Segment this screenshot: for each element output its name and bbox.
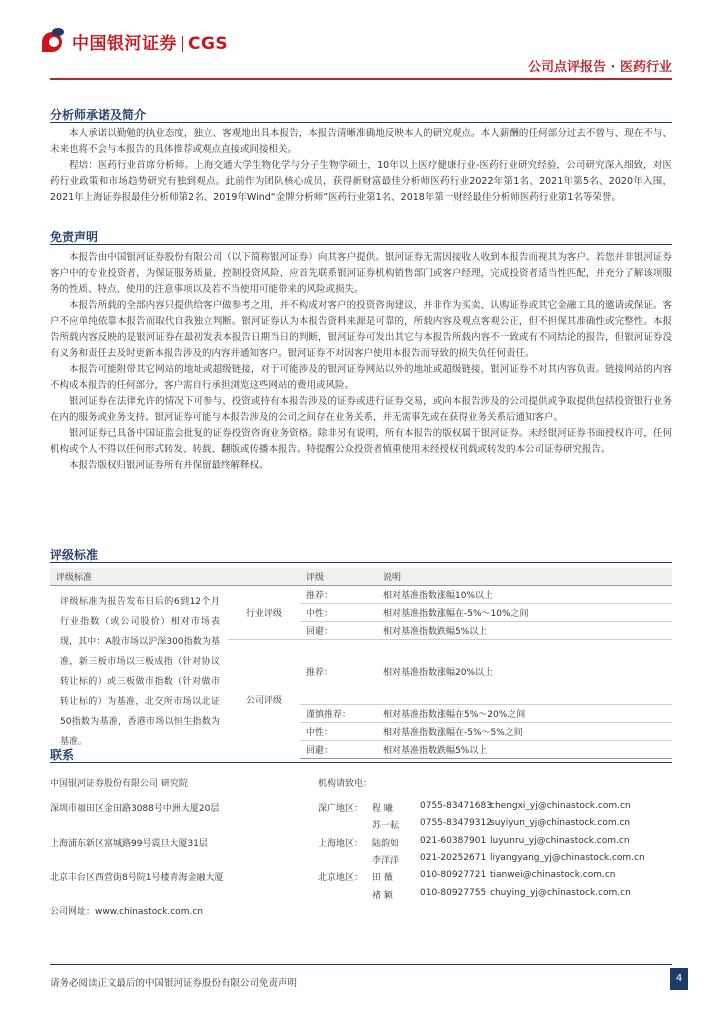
- report-type: 公司点评报告 · 医药行业: [528, 60, 672, 75]
- rating-level: 中性：: [300, 722, 377, 740]
- rating-description: 相对基准指数涨幅在-5%～10%之间: [377, 604, 672, 622]
- disclaimer-section-divider: [50, 244, 672, 245]
- contact-email[interactable]: chuying_yj@chinastock.com.cn: [490, 888, 631, 898]
- rating-level: 推荐：: [300, 640, 377, 705]
- contact-name: 田 薇: [372, 873, 393, 883]
- analyst-section-divider: [50, 122, 672, 123]
- analyst-section: [50, 126, 672, 206]
- header-description: 说明: [377, 568, 672, 586]
- header-divider: [50, 78, 672, 80]
- contact-phone: 010-80927755: [420, 888, 487, 898]
- rating-description: 相对基准指数涨幅在5%～20%之间: [377, 704, 672, 722]
- contact-phone: 0755-83471683: [420, 801, 492, 811]
- footer-disclaimer-note: 请务必阅读正文最后的中国银河证券股份有限公司免责声明: [50, 978, 298, 989]
- table-row: [50, 586, 672, 604]
- rating-description: 相对基准指数涨幅10%以上: [383, 591, 494, 601]
- address-beijing: 北京丰台区西营街8号院1号楼青海金融大厦: [50, 873, 224, 883]
- header-standard: 评级标准: [50, 568, 228, 586]
- header-level: 评级: [300, 568, 377, 586]
- rating-table-header: [50, 568, 672, 586]
- rating-level: 回避：: [300, 740, 377, 758]
- rating-level: 中性：: [300, 604, 377, 622]
- rating-description: 相对基准指数跌幅5%以上: [377, 622, 672, 640]
- contact-email[interactable]: chengxi_yj@chinastock.com.cn: [490, 801, 631, 811]
- brand-name-en: CGS: [188, 33, 229, 54]
- contact-name: 陆韵如: [372, 839, 400, 849]
- industry-rating-label: 行业评级: [245, 609, 282, 619]
- company-name: 中国银河证券股份有限公司 研究院: [50, 779, 188, 789]
- contact-email[interactable]: liyangyang_yj@chinastock.com.cn: [490, 853, 645, 863]
- disclaimer-paragraph: 本报告所载的全部内容只提供给客户做参考之用，并不构成对客户的投资咨询建议，并非作为买卖、认购证券或其它金融工具的邀请或保证。客户不应单纯依靠本报告而取代自我独立判断。银河证券认为本报告资料来源是可靠的，所载内容及观点客观公正，但不担保其准确性或完整性。本报告所载内容反映的是银河证券在最初发表本报告日期当日的判断，银河证券可发出其它与本报告所载内容不一致或有不同结论的报告，但银河证券没有义务和责任去及时更新本报告涉及的内容并通知客户。银河证券不对因客户使用本报告而导致的损失负任何责任。: [50, 300, 672, 359]
- contact-name: 李洋洋: [372, 856, 400, 866]
- address-shenzhen: 深圳市福田区金田路3088号中洲大厦20层: [50, 804, 220, 814]
- disclaimer-section: [50, 250, 672, 474]
- disclaimer-paragraph: 本报告由中国银河证券股份有限公司（以下简称银河证券）向其客户提供。银河证券无需因接收人收到本报告而视其为客户。若您并非银河证券客户中的专业投资者，为保证服务质量、控制投资风险、应首先联系银河证券机构销售部门或客户经理，完成投资者适当性匹配，并充分了解该项服务的性质、特点、使用的注意事项以及若不当使用可能带来的风险或损失。: [50, 252, 672, 295]
- company-rating-label: 公司评级: [228, 640, 300, 759]
- rating-level: 回避：: [300, 622, 377, 640]
- rating-level: 推荐：: [306, 591, 334, 601]
- disclaimer-section-title: 免责声明: [50, 230, 99, 244]
- analyst-commitment: 本人承诺以勤勉的执业态度，独立、客观地出具本报告，本报告清晰准确地反映本人的研究观点。本人薪酬的任何部分过去不曾与、现在不与、未来也将不会与本报告的具体推荐或观点直接或间接相关。: [50, 128, 672, 155]
- analyst-section-title: 分析师承诺及简介: [50, 108, 147, 122]
- brand-logo: [40, 28, 228, 54]
- analyst-bio: 程培：医药行业首席分析师。上海交通大学生物化学与分子生物学硕士，10年以上医疗健康行业-医药行业研究经验，公司研究深入细致，对医药行业政策和市场趋势研究有独到观点。此前作为团队核心成员，获得新财富最佳分析师医药行业2022年第1名、2021年第5名、2020年入围，2021年上海证券报最佳分析师第2名、2019年Wind“金牌分析师”医药行业第1名、2018年第一财经最佳分析师医药行业第1名等荣誉。: [50, 160, 672, 203]
- rating-description: 相对基准指数跌幅5%以上: [377, 740, 672, 758]
- contact-email[interactable]: tianwei@chinastock.com.cn: [490, 870, 616, 880]
- footer-divider: [50, 964, 672, 965]
- contact-email[interactable]: suyiyun_yj@chinastock.com.cn: [490, 818, 631, 828]
- rating-section-title: 评级标准: [50, 548, 99, 562]
- contact-phone: 0755-83479312: [420, 818, 492, 828]
- region-shanghai: 上海地区：: [318, 839, 364, 849]
- disclaimer-paragraph: 本报告可能附带其它网站的地址或超级链接，对于可能涉及的银河证券网站以外的地址或超级链接，银河证券不对其内容负责。链接网站的内容不构成本报告的任何部分，客户需自行承担浏览这些网站的费用或风险。: [50, 364, 672, 391]
- contact-phone: 021-20252671: [420, 853, 487, 863]
- galaxy-logo-icon: [40, 28, 66, 54]
- contact-name: 苏一耘: [372, 821, 400, 831]
- rating-table: [50, 568, 672, 759]
- company-website[interactable]: 公司网址：www.chinastock.com.cn: [50, 907, 203, 917]
- rating-section-divider: [50, 562, 672, 563]
- disclaimer-paragraph: 银河证券已具备中国证监会批复的证券投资咨询业务资格。除非另有说明，所有本报告的版权属于银河证券。未经银河证券书面授权许可，任何机构或个人不得以任何形式转发、转载、翻版或传播本报告。特提醒公众投资者慎重使用未经授权刊载或转发的本公司证券研究报告。: [50, 428, 672, 455]
- disclaimer-paragraph: 本报告版权归银河证券所有并保留最终解释权。: [69, 460, 269, 471]
- disclaimer-paragraph: 银河证券在法律允许的情况下可参与、投资或持有本报告涉及的证券或进行证券交易，或向本报告涉及的公司提供或争取提供包括投资银行业务在内的服务或业务支持。银河证券可能与本报告涉及的公司之间存在业务关系，并无需事先或在获得业务关系后通知客户。: [50, 396, 672, 423]
- rating-level: 谨慎推荐：: [300, 704, 377, 722]
- brand-name-cn: 中国银河证券: [72, 33, 177, 54]
- region-beijing: 北京地区：: [318, 873, 364, 883]
- institution-label: 机构请致电：: [318, 779, 373, 789]
- contact-section-divider: [50, 762, 672, 763]
- region-shenzhen-guangzhou: 深广地区：: [318, 804, 364, 814]
- contact-email[interactable]: luyunru_yj@chinastock.com.cn: [490, 836, 630, 846]
- contact-phone: 021-60387901: [420, 836, 487, 846]
- contact-name: 程 曦: [372, 804, 393, 814]
- rating-description: 相对基准指数涨幅20%以上: [377, 640, 672, 705]
- contact-phone: 010-80927721: [420, 870, 487, 880]
- page-number: 4: [670, 968, 688, 990]
- contact-section-title: 联系: [50, 748, 75, 762]
- rating-standard-text: 评级标准为报告发布日后的6到12个月行业指数（或公司股价）相对市场表现，其中：A股市场以沪深300指数为基准，新三板市场以三板成指（针对协议转让标的）或三板做市指数（针对做市转让标的）为基准，北交所市场以北证50指数为基准，香港市场以恒生指数为基准。: [60, 597, 220, 747]
- rating-description: 相对基准指数涨幅在-5%～5%之间: [377, 722, 672, 740]
- address-shanghai: 上海浦东新区富城路99号震旦大厦31层: [50, 839, 208, 849]
- contact-name: 褚 颖: [372, 891, 393, 901]
